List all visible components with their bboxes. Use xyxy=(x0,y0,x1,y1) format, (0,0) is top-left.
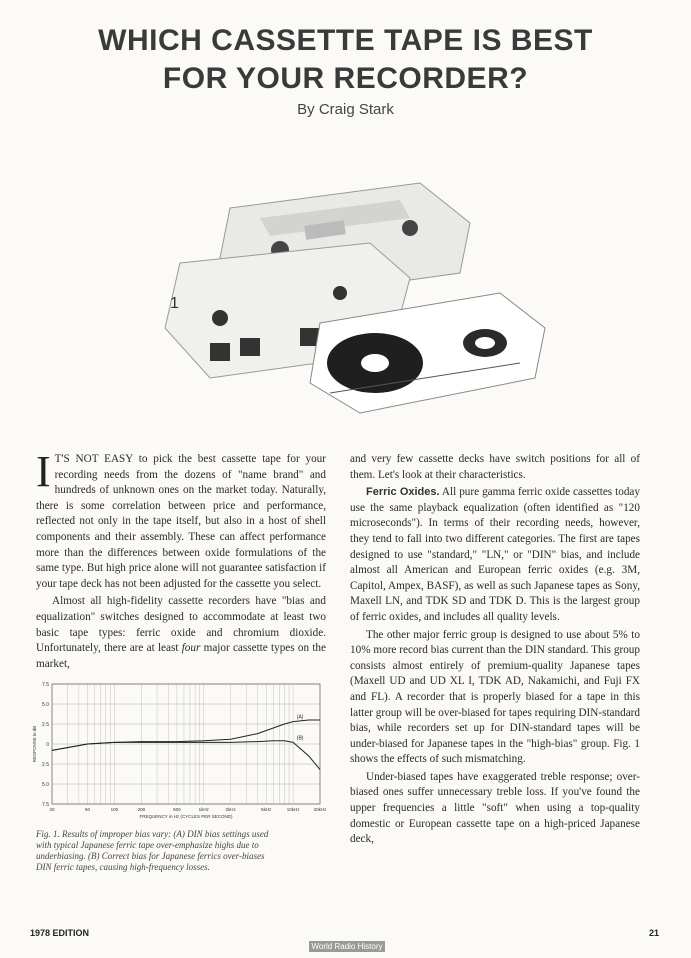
x-tick-label: 200 xyxy=(137,807,146,812)
series-label: (B) xyxy=(296,735,304,742)
x-tick-label: 5kHz xyxy=(261,807,272,812)
x-tick-label: 500 xyxy=(173,807,181,812)
y-axis-label: RESPONSE in dB xyxy=(32,725,37,763)
y-tick-label: 0 xyxy=(46,742,49,748)
paragraph-intro xyxy=(36,447,326,592)
column-right xyxy=(350,452,640,850)
watermark: World Radio History xyxy=(309,941,385,952)
paragraph-under-bias: Under-biased tapes have exaggerated treble response; over-biased ones suffer unnecessary treble loss. If you've found the upper frequencies a little "soft" when using a top-quality domestic or European cassette tape on a high-priced Japanese deck, xyxy=(350,770,640,846)
x-axis-label: FREQUENCY in Hz (CYCLES PER SECOND) xyxy=(139,814,233,819)
y-tick-label: 7.5 xyxy=(42,802,49,808)
paragraph-high-bias: The other major ferric group is designed to use about 5% to 10% more record bias current than the DIN standard. This group consists almost entirely of premium-quality Japanese tapes (Maxell UD and UD XL I, TDK AD, Nakamichi, and Fuji FX and FL). A recorder that is properly biased for a tape in this latter group will be over-biased for tapes requiring DIN-standard bias, while recorders set up for DIN-standard tapes will be under-biased for Japanese tapes in the "high-bias" group. Fig. 1 shows the effects of such mismatching. xyxy=(350,628,640,766)
series-line-b xyxy=(52,741,320,770)
page-number: 21 xyxy=(648,928,659,938)
ferric-text: All pure gamma ferric oxide cassettes today use the same playback equalization (often identified as "120 microseconds"). In terms of their recording needs, however, they tend to fall into two different categories. The first are tapes designed to use "standard," "LN," or "DIN" bias, and include almost all American and European ferric oxides (e.g. 3M, Capitol, Ampex, BASF), as well as such Japanese tapes as Sony, Maxell LN, and TDK SD and TDK D. This is the largest group of ferric oxides, and includes all quality levels. xyxy=(350,486,640,623)
edition-label: 1978 EDITION xyxy=(30,928,90,938)
bias-response-chart xyxy=(28,676,328,826)
x-tick-label: 20 xyxy=(49,807,55,812)
paragraph-continued: and very few cassette decks have switch positions for all of them. Let's look at their characteristics. xyxy=(350,453,640,481)
title-line-2: FOR YOUR RECORDER? xyxy=(162,62,529,95)
p2-text-a: Almost all high-fidelity cassette recorders have "bias and equalization" switches designed to accommodate at least two basic tape types: ferric oxide and chromium dioxide. Unfortunately, there are at least xyxy=(36,595,326,655)
x-tick-label: 50 xyxy=(85,807,91,812)
p2-text-b: major cassette types on the market, xyxy=(36,642,326,670)
p2-emphasis: four xyxy=(181,642,201,655)
series-label: (A) xyxy=(296,714,304,721)
x-tick-label: 20kHz xyxy=(313,807,327,812)
y-tick-label: 5.0 xyxy=(42,702,49,708)
paragraph-2 xyxy=(36,594,326,672)
figure-caption: Fig. 1. Results of improper bias vary: (A) DIN bias settings used with typical Japanese ferric tape over-emphasize highs due to underbiasing. (B) Correct bias for Japanese ferrics over-biases DIN ferric tapes, causing high-frequency losses. xyxy=(36,829,269,872)
drop-cap: I xyxy=(36,447,51,496)
y-tick-label: 2.5 xyxy=(42,722,49,728)
x-tick-label: 1kHz xyxy=(198,807,209,812)
series-line-a xyxy=(52,720,320,750)
article-title xyxy=(30,22,661,98)
x-tick-label: 100 xyxy=(110,807,119,812)
cassette-photo xyxy=(140,178,560,428)
x-tick-label: 10kHz xyxy=(286,807,300,812)
x-tick-label: 2kHz xyxy=(225,807,236,812)
title-line-1: WHICH CASSETTE TAPE IS BEST xyxy=(98,24,593,57)
subhead-ferric-oxides: Ferric Oxides. xyxy=(366,486,440,499)
y-tick-label: 5.0 xyxy=(42,782,49,788)
svg-text:1: 1 xyxy=(170,295,179,312)
paragraph-ferric xyxy=(350,485,640,625)
column-left xyxy=(36,447,326,674)
y-tick-label: 2.5 xyxy=(42,762,49,768)
intro-text: T'S NOT EASY to pick the best cassette tape for your recording needs from the dozens of "name brand" and hundreds of unknown ones on the market today. Naturally, there is some correlation between price and performance, reflected not only in the tape itself, but also in a host of shell components and their assembly. These can affect performance more than the differences between oxide formulations of the same type. But high price alone will not guarantee satisfaction if your tape deck has not been adjusted for the cassette you select. xyxy=(36,453,326,590)
y-tick-label: 7.5 xyxy=(42,682,49,688)
byline: By Craig Stark xyxy=(297,101,394,118)
